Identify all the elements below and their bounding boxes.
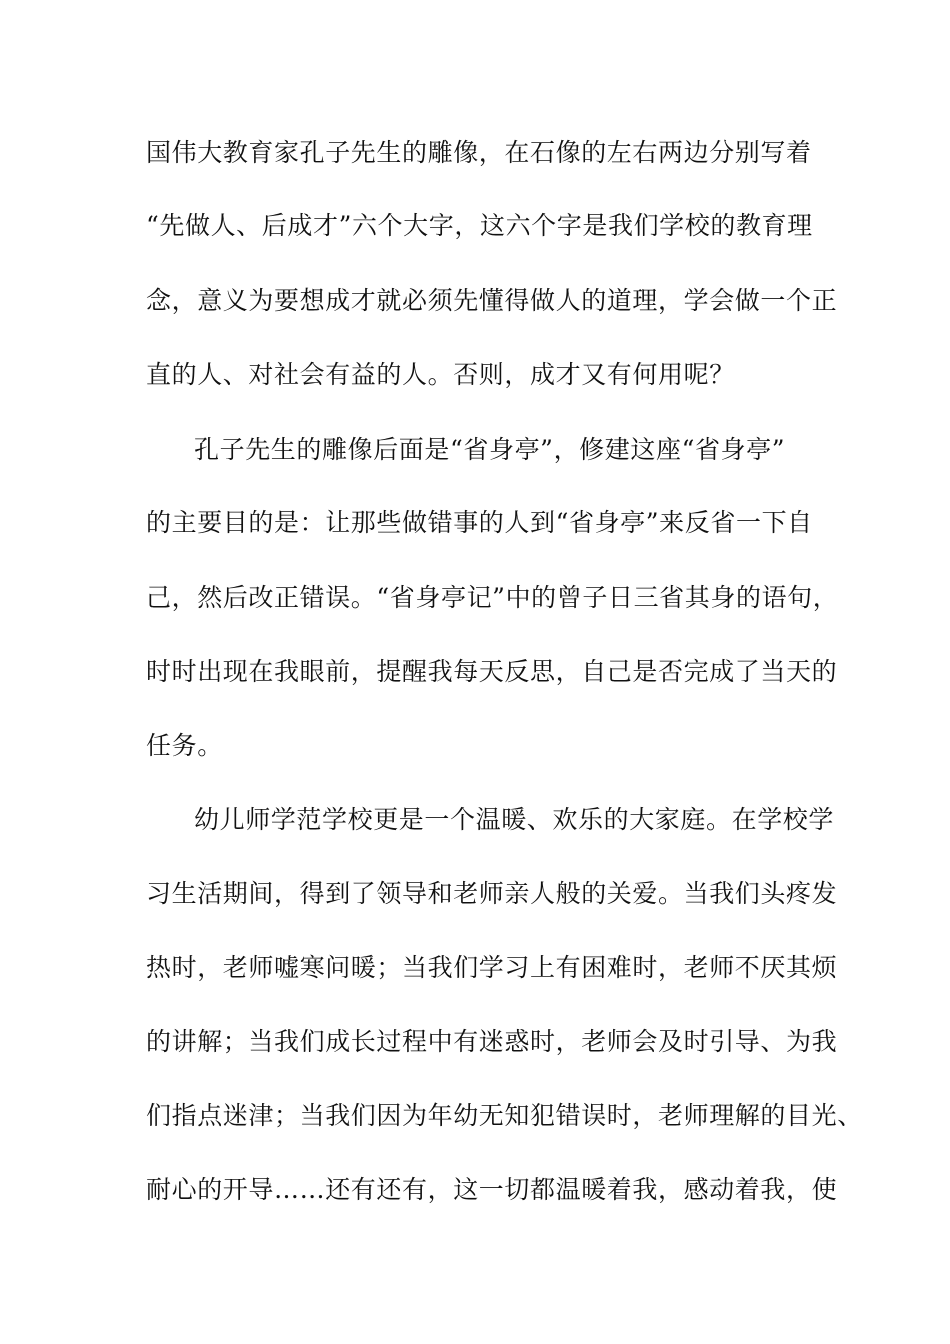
text-line: 孔子先生的雕像后面是“省身亭”，修建这座“省身亭”: [194, 435, 786, 464]
text-line: 热时，老师嘘寒问暖；当我们学习上有困难时，老师不厌其烦: [146, 953, 838, 982]
text-line: 的讲解；当我们成长过程中有迷惑时，老师会及时引导、为我: [146, 1027, 838, 1056]
text-line: 耐心的开导……还有还有，这一切都温暖着我，感动着我，使: [146, 1175, 838, 1204]
text-line: “先做人、后成才”六个大字，这六个字是我们学校的教育理: [146, 211, 813, 240]
text-line: 们指点迷津；当我们因为年幼无知犯错误时，老师理解的目光、: [146, 1101, 863, 1130]
text-line: 直的人、对社会有益的人。否则，成才又有何用呢？: [146, 360, 735, 389]
text-line: 时时出现在我眼前，提醒我每天反思，自己是否完成了当天的: [146, 657, 838, 686]
text-line: 国伟大教育家孔子先生的雕像，在石像的左右两边分别写着: [146, 138, 812, 167]
text-line: 念，意义为要想成才就必须先懂得做人的道理，学会做一个正: [146, 286, 838, 315]
text-line: 习生活期间，得到了领导和老师亲人般的关爱。当我们头疼发: [146, 879, 838, 908]
text-line: 幼儿师学范学校更是一个温暖、欢乐的大家庭。在学校学: [194, 805, 835, 834]
text-line: 任务。: [146, 731, 223, 760]
text-line: 己，然后改正错误。“省身亭记”中的曾子日三省其身的语句，: [146, 583, 839, 612]
text-line: 的主要目的是：让那些做错事的人到“省身亭”来反省一下自: [146, 508, 813, 537]
